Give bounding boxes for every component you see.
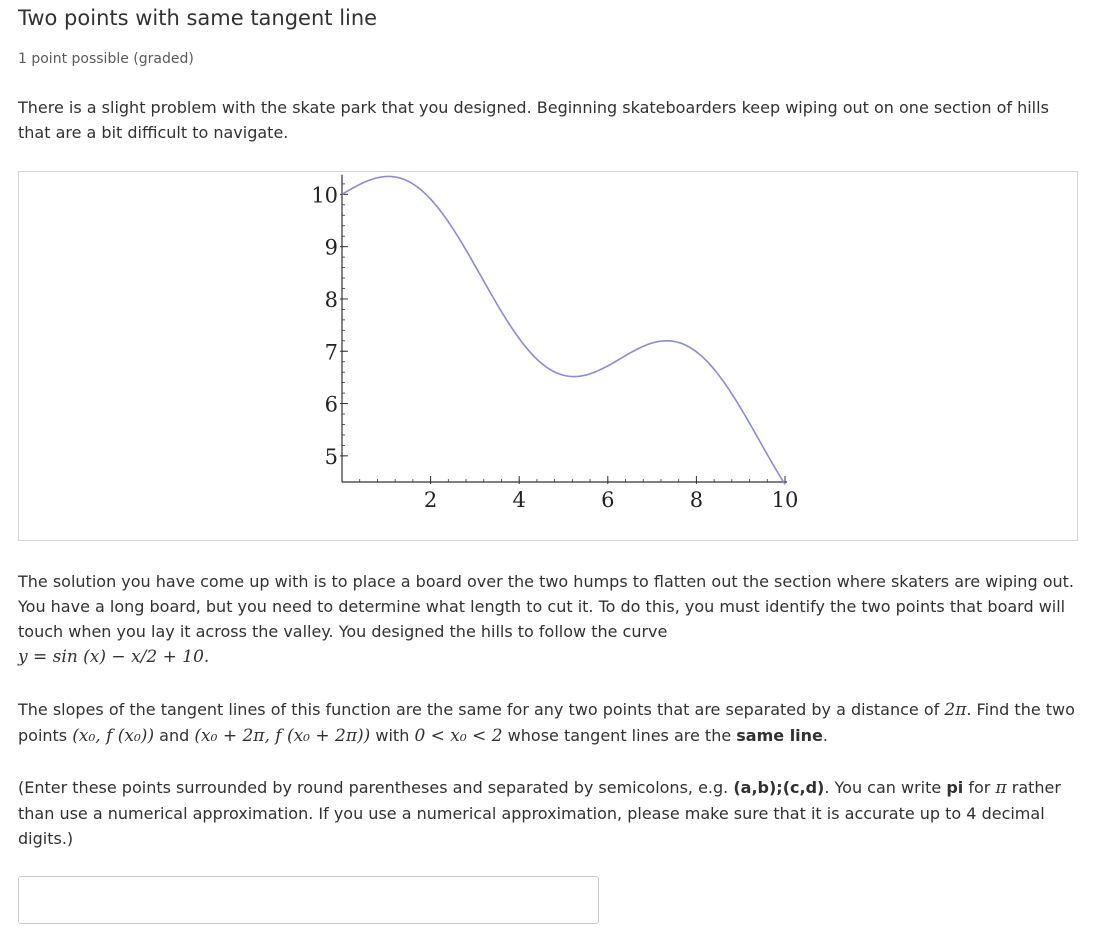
point-two: (x₀ + 2π, f (x₀ + 2π)) [194,726,371,746]
same-line-emphasis: same line [736,726,823,745]
series-line [342,176,785,484]
answer-input[interactable] [18,876,599,924]
figure-container [18,171,1078,541]
solution-paragraph [18,569,1075,670]
x0-range: 0 < x₀ < 2 [414,726,503,746]
slopes-text-2: . Find the two points [18,700,1075,745]
x-tick-label: 10 [771,488,799,512]
x-tick-label: 2 [423,488,438,512]
points-possible: 1 point possible (graded) [18,51,194,67]
slopes-text-1: The slopes of the tangent lines of this function are the same for any two points that are separated by a distance of [18,700,940,719]
curve-equation: y = sin (x) − x/2 + 10. [18,647,210,667]
whose-text: whose tangent lines are the [507,726,732,745]
y-tick-label: 7 [324,340,338,365]
instructions-text-3: for [968,778,991,797]
solution-text: The solution you have come up with is to place a board over the two humps to flatten out the section where skaters are wiping out. You have a long board, but you need to determine what length to cut it. To do this, you must identify the two points that board will touch when you lay it across the valley. You designed the hills to follow the curve [18,572,1074,641]
point-one: (x₀, f (x₀)) [72,726,155,746]
format-example: (a,b);(c,d) [733,778,825,797]
y-tick-label: 10 [311,183,338,208]
y-tick-label: 8 [324,287,338,312]
y-tick-label: 5 [324,444,338,469]
problem-title: Two points with same tangent line [18,6,378,30]
slopes-end: . [822,726,828,745]
with-text: with [375,726,410,745]
x-tick-label: 8 [689,488,704,512]
pi-keyword: pi [946,778,964,797]
instructions-paragraph [18,775,1075,851]
x-tick-label: 4 [512,488,526,512]
instructions-text-2: . You can write [824,778,942,797]
pi-symbol: π [995,778,1007,798]
instructions-text-1: (Enter these points surrounded by round parentheses and separated by semicolons, e.g. [18,778,729,797]
y-tick-label: 6 [324,392,338,417]
and-text: and [159,726,190,745]
distance-2pi: 2π [944,700,967,720]
slopes-paragraph [18,697,1075,749]
y-tick-label: 9 [324,235,338,260]
instructions-text-4: rather than use a numerical approximation. If you use a numerical approximation, please make sure that it is accurate up to 4 decimal digits.) [18,778,1061,848]
hill-curve-chart [19,172,1079,542]
intro-paragraph: There is a slight problem with the skate park that you designed. Beginning skateboarders keep wiping out on one section of hills that are a bit difficult to navigate. [18,98,1049,142]
x-tick-label: 6 [601,488,615,512]
